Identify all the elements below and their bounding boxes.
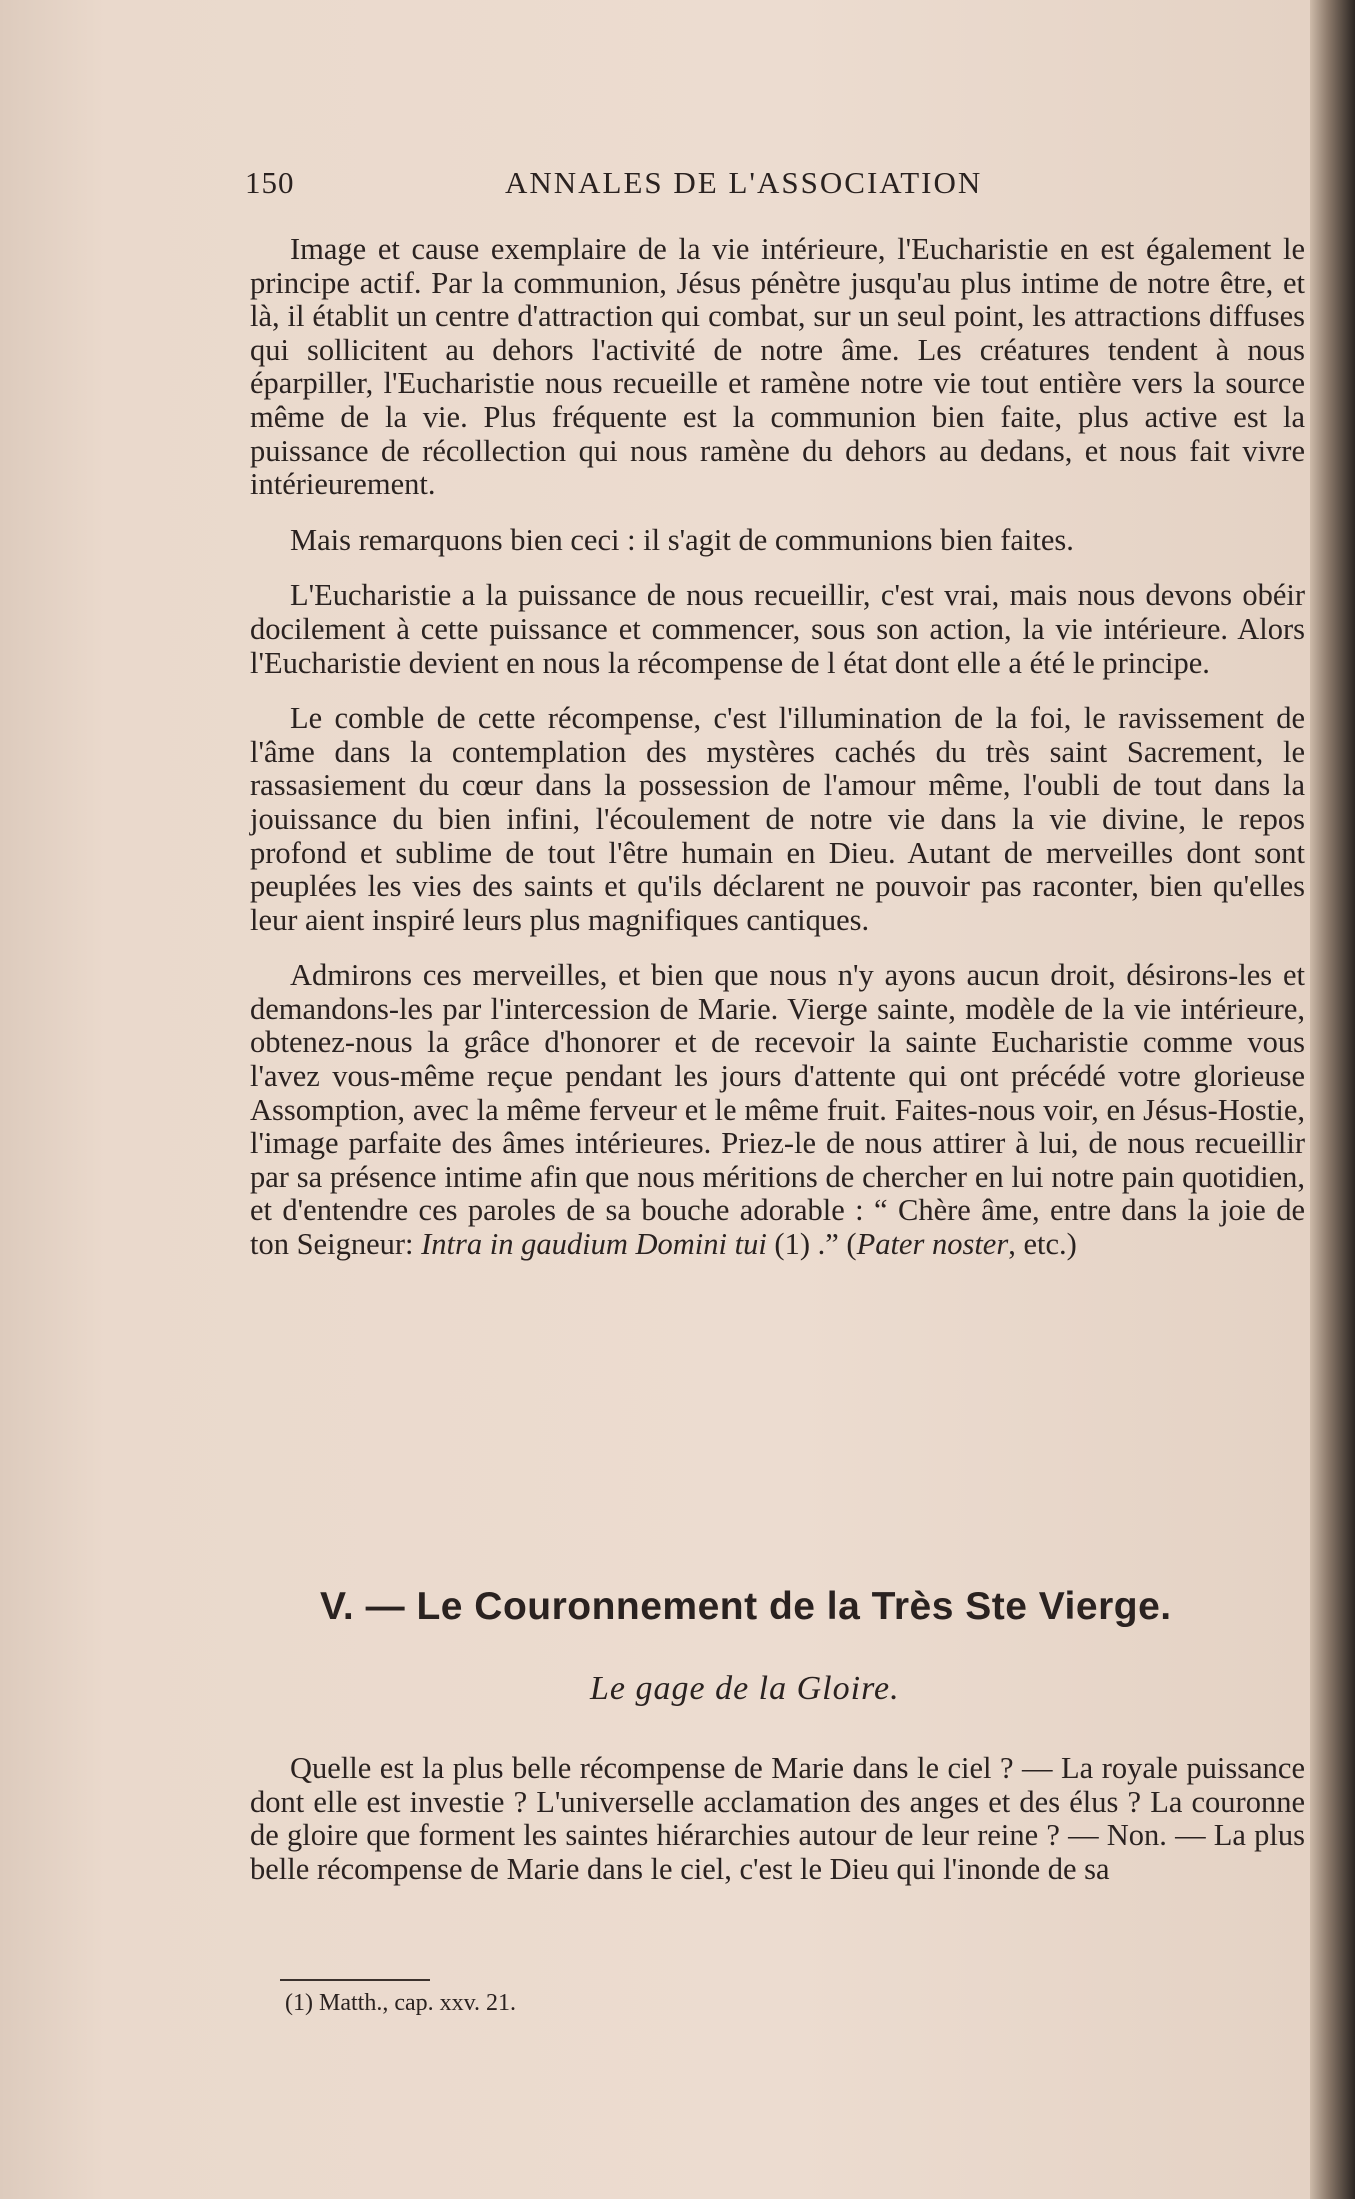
prayer-name: Pater noster (856, 1227, 1009, 1262)
book-spine-edge (1310, 0, 1355, 2199)
paragraph-final (250, 959, 1305, 1261)
footnote-rule (280, 1979, 430, 1981)
page-header (245, 165, 1305, 215)
paragraph: L'Eucharistie a la puissance de nous recueillir, c'est vrai, mais nous devons obéir docilement à cette puissance et commencer, sous son action, la vie intérieure. Alors l'Eucharistie devient en nous la récompense de l état dont elle a été le principe. (250, 578, 1305, 680)
paragraph: Image et cause exemplaire de la vie intérieure, l'Eucharistie en est également le principe actif. Par la communion, Jésus pénètre jusqu'au plus intime de notre être, et là, il établit un centre d'attraction qui combat, sur un seul point, les attractions diffuses qui sollicitent au dehors l'activité de notre âme. Les créatures tendent à nous éparpiller, l'Eucharistie nous recueille et ramène notre vie tout entière vers la source même de la vie. Plus fréquente est la communion bien faite, plus active est la puissance de récollection qui nous ramène du dehors au dedans, et nous fait vivre intérieurement. (250, 232, 1305, 502)
section-subtitle: Le gage de la Gloire. (590, 1670, 900, 1707)
paragraph-text: Admirons ces merveilles, et bien que nous n'y ayons aucun droit, désirons-les et demandons-les par l'intercession de Marie. Vierge sainte, modèle de la vie intérieure, obtenez-nous la grâce d'honorer et de recevoir la sainte Eucharistie comme vous l'avez vous-même reçue pendant les jours d'attente qui ont précédé votre glorieuse Assomption, avec la même ferveur et le même fruit. Faites-nous voir, en Jésus-Hostie, l'image parfaite des âmes intérieures. Priez-le de nous attirer à lui, de nous recueillir par sa présence intime afin que nous méritions de chercher en lui notre pain quotidien, et d'entendre ces paroles de sa bouche adorable : “ Chère âme, entre dans la joie de ton Seigneur: (250, 958, 1305, 1262)
body-text-part1 (250, 233, 1305, 1284)
paragraph: Mais remarquons bien ceci : il s'agit de communions bien faites. (290, 522, 1074, 557)
paragraph-ending: , etc.) (1008, 1227, 1077, 1262)
paragraph: Le comble de cette récompense, c'est l'illumination de la foi, le ravissement de l'âme dans la contemplation des mystères cachés du très saint Sacrement, le rassasiement du cœur dans la possession de l'amour même, l'oubli de tout dans la jouissance du bien infini, l'écoulement de notre vie dans la vie divine, le repos profond et sublime de tout l'être humain en Dieu. Autant de merveilles dont sont peuplées les vies des saints et qu'ils déclarent ne pouvoir pas raconter, bien qu'elles leur aient inspiré leurs plus magnifiques cantiques. (250, 701, 1305, 937)
latin-quote: Intra in gaudium Domini tui (421, 1227, 767, 1262)
footnote: (1) Matth., cap. xxv. 21. (285, 1990, 517, 2016)
body-text-part2 (250, 1752, 1305, 1908)
running-title: ANNALES DE L'ASSOCIATION (505, 165, 983, 200)
footnote-reference: (1) .” ( (766, 1227, 857, 1262)
page-number: 150 (245, 165, 295, 200)
section-title: V. — Le Couronnement de la Très Ste Vierge. (320, 1585, 1172, 1628)
paragraph: Quelle est la plus belle récompense de Marie dans le ciel ? — La royale puissance dont elle est investie ? L'universelle acclamation des anges et des élus ? La couronne de gloire que forment les saintes hiérarchies autour de leur reine ? — Non. — La plus belle récompense de Marie dans le ciel, c'est le Dieu qui l'inonde de sa (250, 1751, 1305, 1886)
